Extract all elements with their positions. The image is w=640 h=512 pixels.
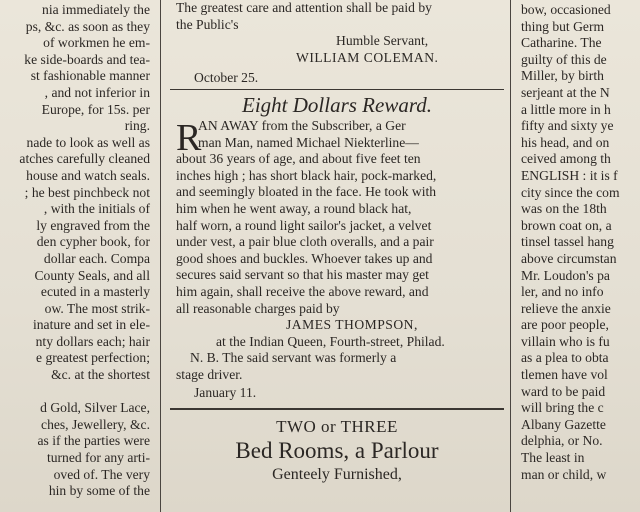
text-line: ecuted in a masterly [40,284,150,300]
runaway-ad [170,118,504,402]
text-line: ps, &c. as soon as they [25,18,150,34]
text-line: and seemingly bloated in the face. He took with [176,184,437,200]
next-ad-line1: TWO or THREE [276,417,398,437]
divider-thick [170,408,504,410]
notice-line: The greatest care and attention shall be paid by [176,0,432,15]
text-line: was on the 18th [521,201,607,217]
text-line: inature and set in ele- [32,317,150,333]
text-line: Miller, by birth [521,68,604,84]
text-line: brown coat on, a [521,217,612,233]
text-line: man or child, w [521,466,607,482]
text-line: villain who is fu [521,333,610,349]
text-line: all reasonable charges paid by [176,300,340,316]
text-line: half worn, a round light sailor's jacket, a velvet [176,217,432,233]
text-line: fifty and sixty ye [521,118,614,134]
text-line: about 36 years of age, and about five feet ten [176,151,421,167]
text-line: thing but Germ [521,18,605,34]
text-line: ; he best pinchbeck not [24,184,150,200]
notice-line: the Public's [176,16,239,32]
column-rule-left [160,0,161,512]
text-line: Europe, for 15s. per [41,101,150,117]
ad-line: AN AWAY from the Subscriber, a Ger [198,117,406,133]
text-line: him again, shall receive the above reward, and [176,283,429,299]
text-line: , and not inferior in [44,84,150,100]
text-line: e greatest perfection; [36,350,150,366]
text-line: under vest, a pair blue cloth overalls, and a pair [176,234,434,250]
middle-column [170,0,504,485]
text-line: tlemen have vol [521,367,608,383]
drop-cap: R [176,116,202,159]
nb-line: N. B. The said servant was formerly a [190,350,397,366]
text-line: Albany Gazette [521,416,606,432]
text-line: his head, and on [521,134,610,150]
text-line: are poor people, [521,317,609,333]
ad-text [176,151,504,317]
right-column [518,0,640,483]
text-line: dollar each. Compa [43,250,150,266]
text-line: turned for any arti- [46,450,150,466]
text-line: d Gold, Silver Lace, [40,400,150,416]
text-line: nade to look as well as [26,134,150,150]
notice-date: October 25. [194,70,259,86]
text-line: nty dollars each; hair [35,333,150,349]
text-line: as a plea to obta [521,350,609,366]
ad-date: January 11. [194,385,257,401]
text-line: delphia, or No. [521,433,603,449]
ad-line: man Man, named Michael Niekterline— [198,134,419,150]
text-line: ler, and no info [521,284,604,300]
text-line: ke side-boards and tea- [24,51,150,67]
text-line: inches high ; has short black hair, pock-marked, [176,167,437,183]
text-line: oved of. The very [53,466,150,482]
divider [170,89,504,90]
text-line: , with the initials of [43,201,150,217]
text-line: will bring the c [521,400,604,416]
ad-address: at the Indian Queen, Fourth-street, Philad. [216,333,445,349]
text-line: good shoes and buckles. Whoever takes up and [176,250,433,266]
text-line: atches carefully cleaned [19,151,150,167]
text-line: serjeant at the N [521,84,610,100]
left-column [0,0,152,500]
text-line: den cypher book, for [36,234,150,250]
text-line: him when he went away, a round black hat, [176,200,412,216]
next-ad-line2: Bed Rooms, a Parlour [235,438,439,464]
text-line: Mr. Loudon's pa [521,267,610,283]
text-line: &c. at the shortest [51,367,150,383]
text-line: a little more in h [521,101,611,117]
nb-line: stage driver. [176,366,243,382]
text-line: house and watch seals. [26,167,150,183]
text-line: nia immediately the [42,2,150,17]
text-line: ring. [124,118,150,134]
text-line: ow. The most strik- [44,300,150,316]
text-line: guilty of this de [521,51,607,67]
humble-servant: Humble Servant, [336,33,429,49]
text-line: bow, occasioned [521,2,611,17]
text-line: st fashionable manner [30,68,150,84]
text-line: ceived among th [521,151,611,167]
next-ad-line3: Genteely Furnished, [272,466,402,484]
reward-heading: Eight Dollars Reward. [242,92,432,117]
text-line: ly engraved from the [36,217,150,233]
text-line: The least in [521,450,585,466]
ad-signer: JAMES THOMPSON, [286,317,418,333]
text-line: ches, Jewellery, &c. [41,416,150,432]
left-column-text [0,0,152,500]
text-line: County Seals, and all [34,267,150,283]
text-line: as if the parties were [37,433,150,449]
text-line: ENGLISH : it is f [521,167,618,183]
text-line: tinsel tassel hang [521,234,614,250]
text-line: of workmen he em- [43,35,150,51]
text-line: above circumstan [521,250,617,266]
right-column-text [518,0,640,483]
text-line: ward to be paid [521,383,606,399]
signer-name: WILLIAM COLEMAN. [296,49,439,65]
text-line: city since the com [521,184,620,200]
text-line [0,384,152,401]
text-line: relieve the anxie [521,300,611,316]
text-line: Catharine. The [521,35,602,51]
text-line: secures said servant so that his master may get [176,267,429,283]
column-rule-right [510,0,511,512]
text-line: hin by some of the [48,483,150,499]
